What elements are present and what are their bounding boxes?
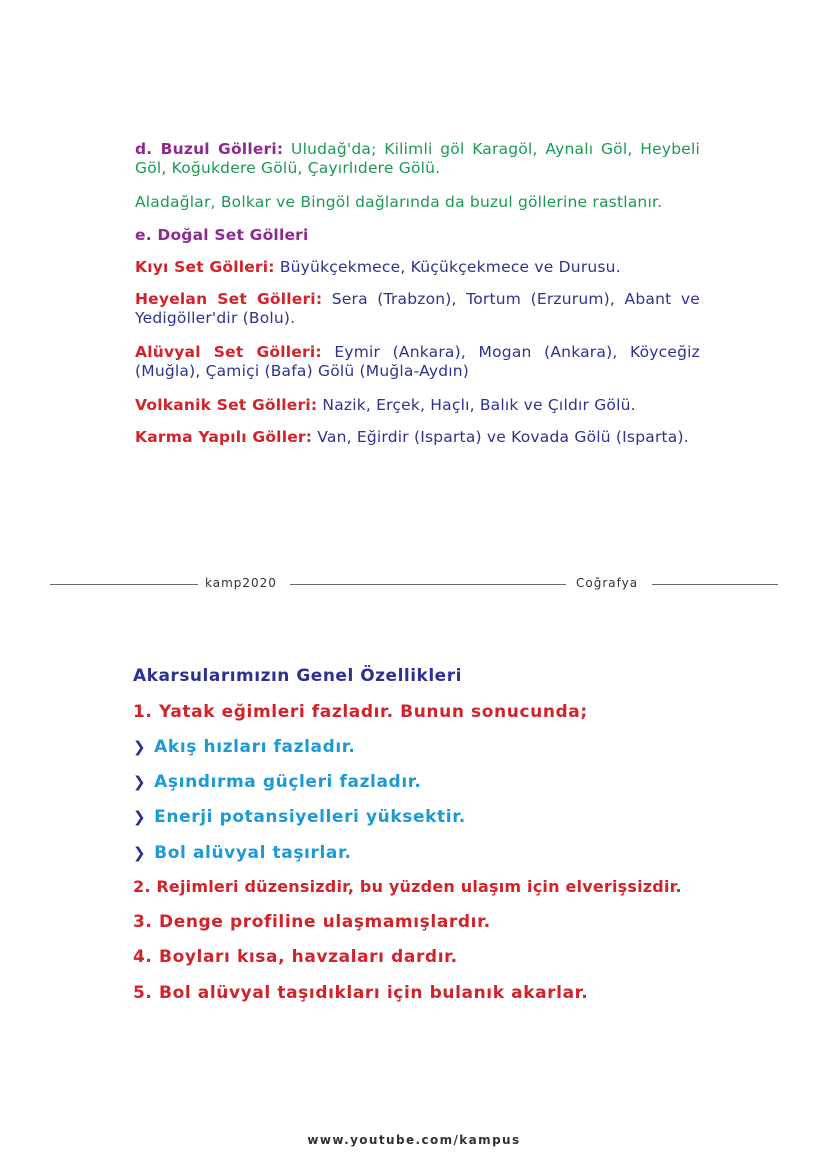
page-divider (50, 576, 778, 594)
list-item-2: 2. Rejimleri düzensizdir, bu yüzden ulaşım için elverişsizdir. (133, 877, 682, 896)
divider-line-right (652, 584, 778, 585)
bullet-text: Enerji potansiyelleri yüksektir. (154, 807, 466, 827)
volkanik-set-golleri-paragraph (135, 396, 700, 415)
bullet-text: Akış hızları fazladır. (154, 737, 356, 757)
akarsular-heading: Akarsularımızın Genel Özellikleri (133, 666, 462, 686)
list-item-1: 1. Yatak eğimleri fazladır. Bunun sonucunda; (133, 702, 588, 722)
heyelan-set-text: Sera (Trabzon), Tortum (Erzurum), Abant ve Yedigöller'dir (Bolu). (135, 290, 700, 327)
list-item-4: 4. Boyları kısa, havzaları dardır. (133, 947, 458, 967)
heyelan-set-label: Heyelan Set Gölleri: (135, 290, 323, 308)
divider-left-label: kamp2020 (205, 576, 277, 590)
bullet-text: Bol alüvyal taşırlar. (154, 843, 352, 863)
volkanik-set-label: Volkanik Set Gölleri: (135, 396, 318, 414)
bullet-text: Aşındırma güçleri fazladır. (154, 772, 422, 792)
karma-yapili-golleri-paragraph (135, 428, 700, 447)
heyelan-set-golleri-paragraph (135, 290, 700, 328)
kiyi-set-label: Kıyı Set Gölleri: (135, 258, 275, 276)
dogal-set-golleri-heading: e. Doğal Set Gölleri (135, 226, 309, 244)
karma-yapili-label: Karma Yapılı Göller: (135, 428, 313, 446)
chevron-right-icon: ❯ (133, 738, 147, 756)
aluvyal-set-text: Eymir (Ankara), Mogan (Ankara), Köyceğiz (Muğla), Çamiçi (Bafa) Gölü (Muğla-Aydın) (135, 343, 701, 380)
chevron-right-icon: ❯ (133, 844, 147, 862)
buzul-golleri-paragraph (135, 140, 700, 178)
bullet-item (133, 843, 352, 863)
divider-right-label: Coğrafya (576, 576, 639, 590)
kiyi-set-golleri-paragraph (135, 258, 700, 277)
volkanik-set-text: Nazik, Erçek, Haçlı, Balık ve Çıldır Gölü. (317, 396, 636, 414)
bullet-item (133, 807, 466, 827)
chevron-right-icon: ❯ (133, 773, 147, 791)
list-item-3: 3. Denge profiline ulaşmamışlardır. (133, 912, 491, 932)
buzul-golleri-label: d. Buzul Gölleri: (135, 140, 284, 158)
divider-line-middle (290, 584, 566, 585)
karma-yapili-text: Van, Eğirdir (Isparta) ve Kovada Gölü (Isparta). (312, 428, 689, 446)
footer-url: www.youtube.com/kampus (307, 1133, 521, 1147)
list-item-5: 5. Bol alüvyal taşıdıkları için bulanık akarlar. (133, 983, 589, 1003)
chevron-right-icon: ❯ (133, 808, 147, 826)
buzul-golleri-text: Uludağ'da; Kilimli göl Karagöl, Aynalı Göl, Heybeli Göl, Koğukdere Gölü, Çayırlıdere Gölü. (135, 140, 701, 177)
bullet-item (133, 737, 355, 757)
aluvyal-set-label: Alüvyal Set Gölleri: (135, 343, 322, 361)
divider-line-left (50, 584, 198, 585)
aladaglar-paragraph: Aladağlar, Bolkar ve Bingöl dağlarında da buzul göllerine rastlanır. (135, 193, 663, 211)
aluvyal-set-golleri-paragraph (135, 343, 700, 381)
bullet-item (133, 772, 421, 792)
kiyi-set-text: Büyükçekmece, Küçükçekmece ve Durusu. (274, 258, 621, 276)
